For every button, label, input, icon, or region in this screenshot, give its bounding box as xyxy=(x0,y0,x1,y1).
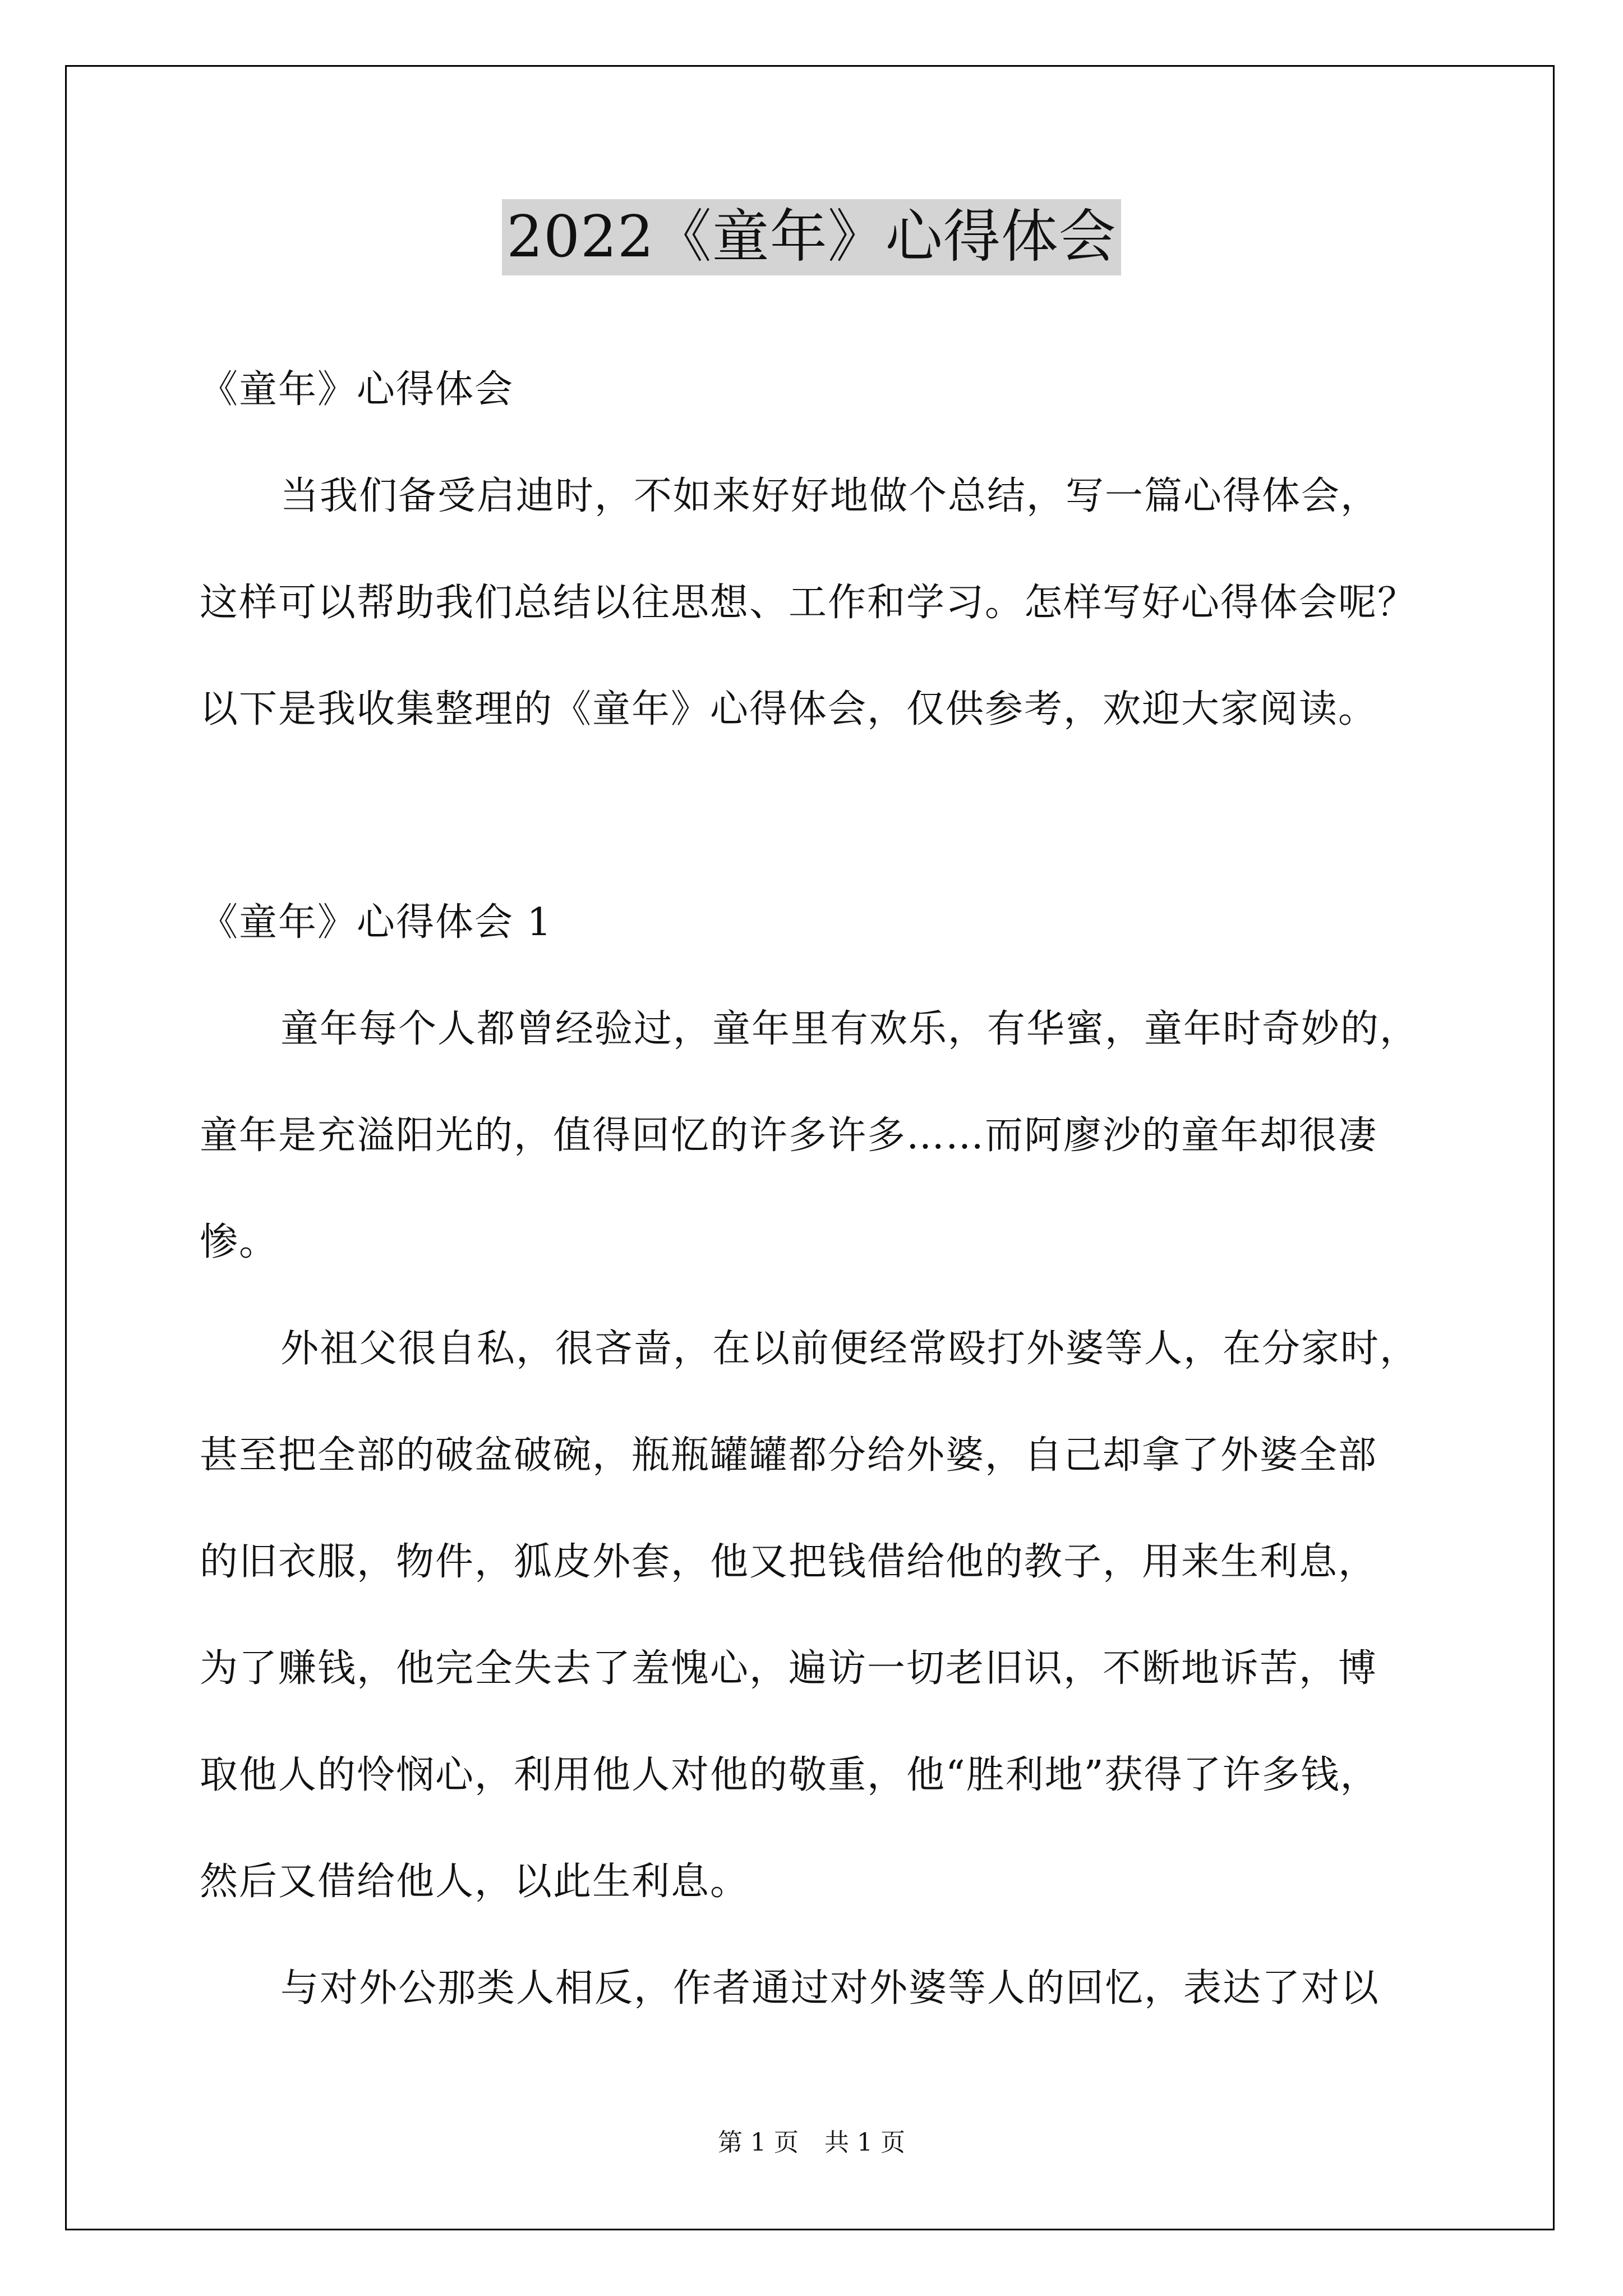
paragraph-line: 童年每个人都曾经验过，童年里有欢乐，有华蜜，童年时奇妙的， xyxy=(280,1007,1419,1051)
paragraph-line: 这样可以帮助我们总结以往思想、工作和学习。怎样写好心得体会呢？ xyxy=(200,581,1417,625)
document-body xyxy=(200,337,1454,2042)
paragraph-line: 为了赚钱，他完全失去了羞愧心，遍访一切老旧识，不断地诉苦，博 xyxy=(200,1646,1378,1691)
section-heading: 《童年》心得体会 1 xyxy=(200,900,552,945)
paragraph-line: 取他人的怜悯心，利用他人对他的敬重，他“胜利地”获得了许多钱， xyxy=(200,1753,1380,1797)
paragraph-line: 童年是充溢阳光的，值得回忆的许多许多……而阿廖沙的童年却很凄 xyxy=(200,1114,1378,1158)
paragraph-line: 甚至把全部的破盆破碗，瓶瓶罐罐都分给外婆，自己却拿了外婆全部 xyxy=(200,1433,1378,1478)
paragraph-line: 然后又借给他人，以此生利息。 xyxy=(200,1860,750,1904)
page-footer xyxy=(0,2126,1623,2160)
paragraph-line: 与对外公那类人相反，作者通过对外婆等人的回忆，表达了对以 xyxy=(280,1966,1380,2010)
document-title: 2022《童年》心得体会 xyxy=(502,199,1121,275)
intro-heading: 《童年》心得体会 xyxy=(200,367,514,412)
paragraph-gap xyxy=(200,763,1454,869)
page-number: 第 1 页 xyxy=(718,2128,799,2157)
title-container xyxy=(0,199,1623,275)
paragraph-line: 的旧衣服，物件，狐皮外套，他又把钱借给他的教子，用来生利息， xyxy=(200,1540,1378,1584)
page-total: 共 1 页 xyxy=(824,2128,905,2157)
paragraph-line: 惨。 xyxy=(200,1220,279,1264)
paragraph-line: 以下是我收集整理的《童年》心得体会，仅供参考，欢迎大家阅读。 xyxy=(200,687,1378,731)
paragraph-line: 当我们备受启迪时，不如来好好地做个总结，写一篇心得体会， xyxy=(280,474,1380,518)
paragraph-line: 外祖父很自私，很吝啬，在以前便经常殴打外婆等人，在分家时， xyxy=(280,1327,1419,1371)
